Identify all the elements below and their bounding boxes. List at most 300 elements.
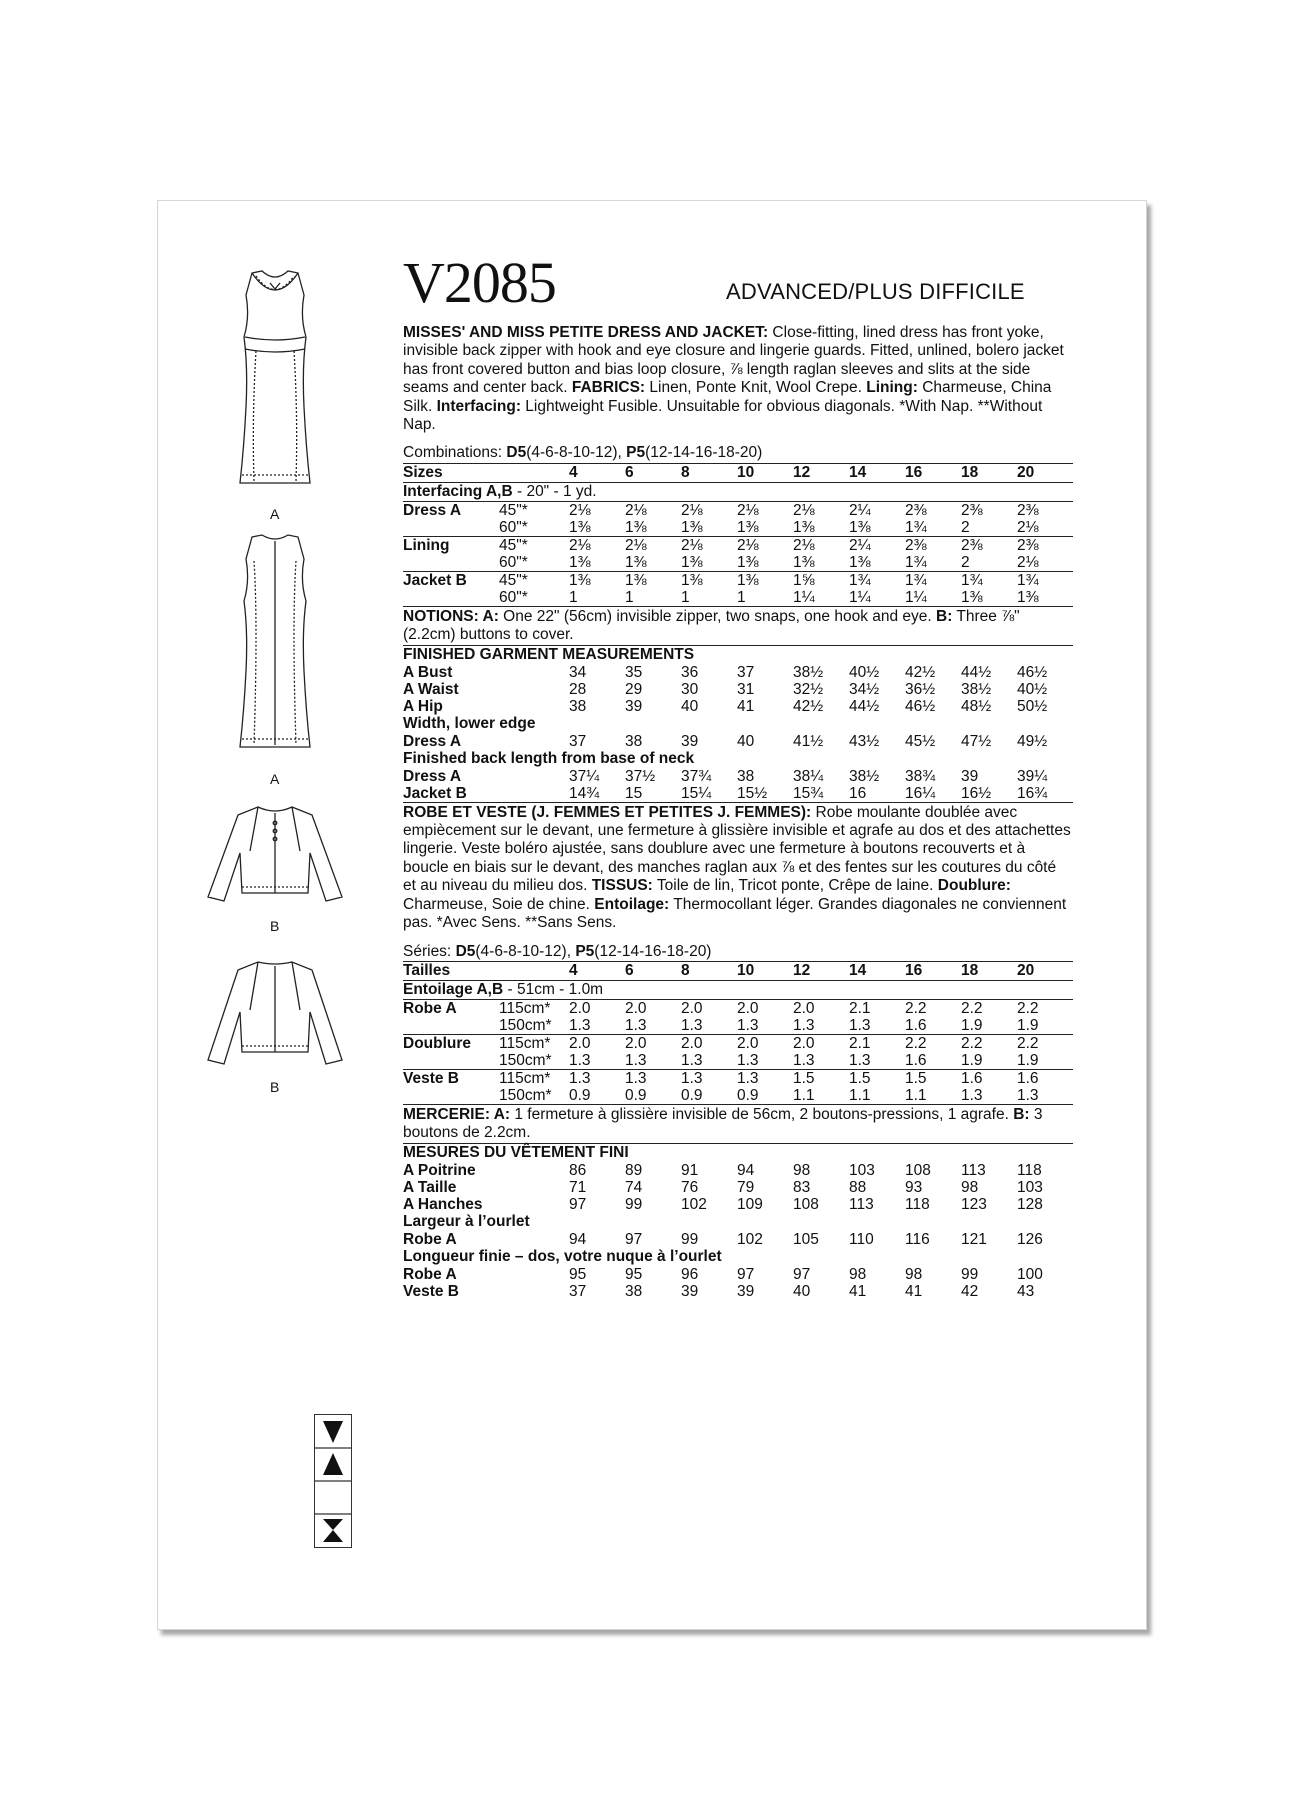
- table-cell: 1.3: [737, 1016, 759, 1034]
- table-row: [403, 536, 1073, 554]
- table-cell: 1: [569, 588, 578, 606]
- table-cell: 150cm*: [499, 1086, 552, 1104]
- table-cell: 103: [1017, 1178, 1043, 1196]
- table-cell: 2⅜: [961, 501, 1017, 519]
- table-cell: 45"*: [499, 501, 569, 519]
- table-cell: 2⅛: [1017, 518, 1039, 536]
- table-cell: 1.3: [961, 1086, 983, 1104]
- table-cell: 2⅛: [681, 501, 737, 519]
- table-cell: 1⅜: [793, 553, 815, 571]
- table-cell: 2⅜: [1017, 536, 1073, 554]
- mercerie: MERCERIE: A: 1 fermeture à glissière invisible de 56cm, 2 boutons-pressions, 1 agrafe. B: 3 boutons de 2.2cm.: [403, 1104, 1073, 1143]
- table-cell: [499, 1283, 569, 1300]
- table-cell: 1⅝: [793, 571, 849, 589]
- table-cell: 38½: [793, 663, 824, 681]
- table-cell: Dress A: [403, 501, 499, 519]
- table-cell: 1.3: [793, 1051, 815, 1069]
- table-cell: 0.9: [569, 1086, 591, 1104]
- table-cell: 116: [905, 1230, 930, 1248]
- table-cell: 1.6: [1017, 1069, 1073, 1087]
- table-cell: 2⅜: [1017, 501, 1073, 519]
- table-cell: 41: [905, 1282, 923, 1300]
- table-cell: 1¾: [905, 553, 927, 571]
- table-cell: 126: [1017, 1230, 1043, 1248]
- skill-level: ADVANCED/PLUS DIFFICILE: [726, 279, 1025, 304]
- table-cell: 50½: [1017, 697, 1048, 715]
- table-cell: 1¼: [849, 588, 871, 606]
- table-cell: 38: [737, 767, 755, 785]
- table-cell: 15: [625, 784, 643, 802]
- combinations: Combinations: D5(4-6-8-10-12), P5(12-14-16-18-20): [403, 444, 763, 462]
- table-cell: 150cm*: [499, 1051, 552, 1069]
- table-cell: Robe A: [403, 1230, 457, 1248]
- table-cell: 2¼: [849, 501, 905, 519]
- table-cell: 1.1: [849, 1086, 871, 1104]
- table-cell: 99: [625, 1195, 643, 1213]
- table-cell: 45"*: [499, 571, 569, 589]
- table-cell: [403, 1052, 499, 1070]
- table-cell: 2.2: [905, 999, 961, 1017]
- table-cell: 113: [849, 1195, 874, 1213]
- table-cell: 2: [961, 553, 970, 571]
- table-cell: Robe A: [403, 999, 499, 1017]
- table-cell: A Taille: [403, 1178, 457, 1196]
- table-cell: [403, 554, 499, 572]
- table-cell: [499, 768, 569, 785]
- table-row: [403, 1052, 1073, 1070]
- table-cell: [403, 750, 1073, 768]
- table-cell: 1⅜: [569, 571, 625, 589]
- table-cell: 37: [569, 1282, 587, 1300]
- triangle-symbols-icon: [315, 1415, 351, 1547]
- table-cell: 2.0: [569, 1034, 625, 1052]
- table-cell: 32½: [793, 680, 824, 698]
- table-cell: 14¾: [569, 784, 600, 802]
- table-cell: 1.9: [1017, 1051, 1039, 1069]
- table-cell: 39: [737, 1282, 755, 1300]
- table-cell: Lining: [403, 536, 499, 554]
- table-cell: [403, 1213, 1073, 1231]
- table-cell: [499, 1162, 569, 1179]
- table-cell: 43½: [849, 732, 880, 750]
- table-cell: 100: [1017, 1265, 1043, 1283]
- table-cell: 1.3: [737, 1069, 793, 1087]
- table-cell: 1.3: [849, 1051, 871, 1069]
- table-cell: 38: [569, 697, 587, 715]
- table-cell: 2.0: [681, 1034, 737, 1052]
- table-cell: 38¼: [793, 767, 824, 785]
- table-cell: 2.0: [737, 999, 793, 1017]
- table-cell: 118: [1017, 1161, 1042, 1179]
- jacket-front-sketch: [200, 801, 350, 906]
- notions: NOTIONS: A: One 22" (56cm) invisible zipper, two snaps, one hook and eye. B: Three ⅞" (2.2cm) buttons to cover.: [403, 606, 1073, 645]
- table-cell: 1.6: [905, 1016, 927, 1034]
- table-cell: A Waist: [403, 680, 459, 698]
- table-cell: 2⅛: [793, 536, 849, 554]
- table-cell: 1.3: [569, 1016, 591, 1034]
- table-cell: 1.6: [961, 1069, 1017, 1087]
- table-cell: 1¾: [849, 571, 905, 589]
- table-cell: 2⅜: [905, 501, 961, 519]
- table-cell: 46½: [1017, 663, 1048, 681]
- table-cell: 97: [569, 1195, 587, 1213]
- table-cell: 1⅜: [625, 518, 647, 536]
- table-cell: 1: [681, 588, 690, 606]
- table-cell: 1¾: [961, 571, 1017, 589]
- table-cell: 1.3: [681, 1016, 703, 1034]
- table-cell: 15¾: [793, 784, 824, 802]
- table-row: [403, 482, 1073, 501]
- table-cell: 60"*: [499, 553, 528, 571]
- table-cell: 45½: [905, 732, 936, 750]
- table-row: [403, 664, 1073, 681]
- view-caption: A: [270, 771, 280, 787]
- table-cell: 1.5: [905, 1069, 961, 1087]
- table-cell: 1⅜: [569, 518, 591, 536]
- table-cell: 41: [737, 697, 755, 715]
- table-cell: 115cm*: [499, 1069, 569, 1087]
- table-cell: 91: [681, 1161, 699, 1179]
- table-cell: 4: [569, 463, 625, 482]
- table-cell: 38: [625, 1282, 643, 1300]
- table-cell: 18: [961, 961, 1017, 980]
- table-cell: 42: [961, 1282, 979, 1300]
- table-cell: 1.3: [625, 1016, 647, 1034]
- table-cell: 1.3: [625, 1051, 647, 1069]
- jacket-back-sketch: [200, 956, 350, 1071]
- table-row: [403, 554, 1073, 572]
- table-cell: 2.0: [625, 1034, 681, 1052]
- table-cell: [499, 1266, 569, 1283]
- table-cell: 4: [569, 961, 625, 980]
- table-cell: 2⅛: [625, 536, 681, 554]
- table-cell: 30: [681, 680, 699, 698]
- table-cell: Veste B: [403, 1069, 499, 1087]
- table-cell: 71: [569, 1178, 587, 1196]
- table-cell: 34: [569, 663, 587, 681]
- table-row: [403, 681, 1073, 698]
- table-cell: 86: [569, 1161, 587, 1179]
- table-cell: 123: [961, 1195, 987, 1213]
- table-cell: 60"*: [499, 518, 528, 536]
- table-cell: 2⅛: [681, 536, 737, 554]
- table-cell: 94: [569, 1230, 587, 1248]
- table-cell: 41½: [793, 732, 824, 750]
- section-label: MESURES DU VÊTEMENT FINI: [403, 1143, 629, 1161]
- table-cell: 108: [905, 1161, 931, 1179]
- pattern-envelope-back: [157, 200, 1147, 1630]
- table-cell: [403, 1248, 1073, 1266]
- table-row: [403, 1266, 1073, 1283]
- table-cell: [499, 698, 569, 715]
- table-row: [403, 785, 1073, 802]
- table-cell: 110: [849, 1230, 874, 1248]
- table-cell: 1⅜: [961, 588, 983, 606]
- table-cell: 98: [793, 1161, 811, 1179]
- section-amount: - 20" - 1 yd.: [512, 482, 597, 500]
- table-cell: 42½: [793, 697, 824, 715]
- table-cell: 1.3: [625, 1069, 681, 1087]
- table-cell: 96: [681, 1265, 699, 1283]
- table-cell: 16¾: [1017, 784, 1048, 802]
- table-cell: 16¼: [905, 784, 936, 802]
- table-cell: 16: [905, 463, 961, 482]
- table-cell: [499, 1231, 569, 1248]
- table-cell: 97: [793, 1265, 811, 1283]
- table-cell: 10: [737, 961, 793, 980]
- section-label: Finished back length from base of neck: [403, 749, 695, 767]
- table-cell: 16½: [961, 784, 992, 802]
- table-cell: 43: [1017, 1282, 1035, 1300]
- table-row: [403, 463, 1073, 482]
- table-cell: 1: [737, 588, 746, 606]
- table-cell: 40½: [1017, 680, 1048, 698]
- table-cell: 103: [849, 1161, 875, 1179]
- table-cell: 2⅛: [793, 501, 849, 519]
- table-cell: 102: [681, 1195, 707, 1213]
- table-cell: 113: [961, 1161, 986, 1179]
- table-cell: 37½: [625, 767, 656, 785]
- pattern-info-column: [403, 324, 1073, 1300]
- table-cell: 10: [737, 463, 793, 482]
- view-caption: B: [270, 1079, 280, 1095]
- table-cell: [403, 1143, 1073, 1162]
- table-cell: 1.5: [849, 1069, 905, 1087]
- table-cell: 1¼: [793, 588, 815, 606]
- table-cell: 36½: [905, 680, 936, 698]
- table-cell: 1.3: [569, 1069, 625, 1087]
- table-cell: A Poitrine: [403, 1161, 476, 1179]
- dress-back-sketch: [220, 531, 330, 753]
- table-cell: 8: [681, 463, 737, 482]
- table-row: [403, 1034, 1073, 1052]
- table-cell: 16: [905, 961, 961, 980]
- table-cell: 1.3: [569, 1051, 591, 1069]
- table-cell: [403, 1087, 499, 1104]
- table-cell: 14: [849, 961, 905, 980]
- table-cell: 2.2: [905, 1034, 961, 1052]
- table-cell: 40: [737, 732, 755, 750]
- table-cell: 2⅛: [1017, 553, 1039, 571]
- table-cell: 1¾: [905, 518, 927, 536]
- table-row: [403, 980, 1073, 999]
- table-cell: 1¾: [905, 571, 961, 589]
- table-cell: 79: [737, 1178, 755, 1196]
- dress-front-sketch: [220, 267, 330, 489]
- table-cell: 1⅜: [681, 553, 703, 571]
- table-cell: 37: [737, 663, 755, 681]
- table-cell: 88: [849, 1178, 867, 1196]
- table-cell: 1⅜: [625, 553, 647, 571]
- table-cell: 2⅛: [569, 501, 625, 519]
- table-cell: 1.6: [905, 1051, 927, 1069]
- table-cell: 15¼: [681, 784, 712, 802]
- table-cell: 118: [905, 1195, 930, 1213]
- english-description: MISSES' AND MISS PETITE DRESS AND JACKET: Close-fitting, lined dress has front yoke, invisible back zipper with hook and eye closure and lingerie guards. Fitted, unlined, bolero jacket has front covered button and bias loop closure, ⅞ length raglan sleeves and slits at the side seams and center back. FABRICS: Linen, Ponte Knit, Wool Crepe. Lining: Charmeuse, China Silk. Interfacing: Lightweight Fusible. Unsuitable for obvious diagonals. *With Nap. **Without Nap.: [403, 324, 1064, 434]
- table-cell: 41: [849, 1282, 867, 1300]
- table-cell: Tailles: [403, 961, 499, 980]
- table-cell: 40½: [849, 663, 880, 681]
- table-cell: 74: [625, 1178, 643, 1196]
- table-row: [403, 1231, 1073, 1248]
- table-cell: 48½: [961, 697, 992, 715]
- table-cell: [499, 1179, 569, 1196]
- table-row: [403, 733, 1073, 750]
- table-cell: 1⅜: [849, 518, 871, 536]
- finished-measurements-french: [403, 1143, 1073, 1300]
- table-cell: 2.2: [961, 999, 1017, 1017]
- table-cell: 39: [625, 697, 643, 715]
- table-cell: 98: [849, 1265, 867, 1283]
- table-cell: 2¼: [849, 536, 905, 554]
- table-cell: 2.2: [1017, 999, 1073, 1017]
- table-cell: 2⅛: [737, 536, 793, 554]
- table-cell: 108: [793, 1195, 819, 1213]
- table-cell: 105: [793, 1230, 819, 1248]
- table-cell: 38½: [961, 680, 992, 698]
- table-cell: 115cm*: [499, 1034, 569, 1052]
- section-label: Interfacing A,B: [403, 482, 513, 500]
- table-cell: Veste B: [403, 1282, 460, 1300]
- table-cell: 94: [737, 1161, 755, 1179]
- french-description: ROBE ET VESTE (J. FEMMES ET PETITES J. FEMMES): Robe moulante doublée avec empiècement sur le devant, une fermeture à glissière invisible et agrafe au dos et des attachettes lingerie. Veste boléro ajustée, sans doublure avec une fermeture à boutons recouverts et à boucle en biais sur le devant, des manches raglan aux ⅞ et des fentes sur les coutures du côté et au niveau du milieu dos. TISSUS: Toile de lin, Tricot ponte, Crêpe de laine. Doublure: Charmeuse, Soie de chine. Entoilage: Thermocollant léger. Grandes diagonales ne conviennent pas. *Avec Sens. **Sans Sens.: [403, 802, 1073, 933]
- section-label: Width, lower edge: [403, 714, 536, 732]
- table-cell: 99: [681, 1230, 699, 1248]
- table-cell: 2.1: [849, 999, 905, 1017]
- table-cell: 1⅜: [737, 518, 759, 536]
- table-cell: 46½: [905, 697, 936, 715]
- table-cell: 2.0: [793, 999, 849, 1017]
- table-cell: 2⅜: [961, 536, 1017, 554]
- table-cell: 121: [961, 1230, 987, 1248]
- table-cell: 35: [625, 663, 643, 681]
- table-cell: 109: [737, 1195, 763, 1213]
- table-row: [403, 1283, 1073, 1300]
- table-cell: 97: [737, 1265, 755, 1283]
- table-cell: 150cm*: [499, 1016, 552, 1034]
- table-cell: 39¼: [1017, 767, 1048, 785]
- table-row: [403, 519, 1073, 537]
- table-cell: 0.9: [737, 1086, 759, 1104]
- pattern-symbols: [314, 1414, 352, 1548]
- table-cell: 29: [625, 680, 643, 698]
- section-label: Entoilage A,B: [403, 980, 504, 998]
- table-cell: 1.3: [681, 1051, 703, 1069]
- table-row: [403, 768, 1073, 785]
- table-cell: 37: [569, 732, 587, 750]
- table-cell: 2.1: [849, 1034, 905, 1052]
- table-cell: Sizes: [403, 463, 499, 482]
- table-cell: 28: [569, 680, 587, 698]
- table-cell: [403, 980, 1073, 999]
- table-cell: 44½: [849, 697, 880, 715]
- table-cell: Jacket B: [403, 571, 499, 589]
- table-cell: 1.1: [905, 1086, 927, 1104]
- table-cell: [499, 664, 569, 681]
- table-row: [403, 1162, 1073, 1179]
- table-cell: 1.1: [793, 1086, 815, 1104]
- table-cell: Doublure: [403, 1034, 499, 1052]
- table-cell: 38½: [849, 767, 880, 785]
- table-cell: 115cm*: [499, 999, 569, 1017]
- table-cell: 37¾: [681, 767, 712, 785]
- table-cell: [403, 715, 1073, 733]
- table-cell: [499, 681, 569, 698]
- table-cell: A Hanches: [403, 1195, 483, 1213]
- table-cell: Dress A: [403, 767, 462, 785]
- table-cell: 39: [961, 767, 979, 785]
- table-cell: 34½: [849, 680, 880, 698]
- table-cell: 15½: [737, 784, 768, 802]
- table-cell: 1.9: [961, 1051, 983, 1069]
- table-cell: 102: [737, 1230, 763, 1248]
- table-cell: 93: [905, 1178, 923, 1196]
- finished-measurements-english: [403, 645, 1073, 802]
- table-cell: Jacket B: [403, 784, 467, 802]
- table-cell: 0.9: [625, 1086, 647, 1104]
- table-cell: 36: [681, 663, 699, 681]
- table-row: [403, 1213, 1073, 1231]
- table-cell: 97: [625, 1230, 643, 1248]
- table-cell: [499, 785, 569, 802]
- table-cell: 128: [1017, 1195, 1043, 1213]
- pattern-number: V2085: [403, 250, 556, 315]
- section-label: Largeur à l’ourlet: [403, 1212, 530, 1230]
- section-label: Longueur finie – dos, votre nuque à l’ourlet: [403, 1247, 722, 1265]
- table-cell: [403, 589, 499, 606]
- table-cell: A Bust: [403, 663, 453, 681]
- table-cell: 99: [961, 1265, 979, 1283]
- table-cell: 39: [681, 732, 699, 750]
- table-cell: [499, 1196, 569, 1213]
- table-cell: 1¾: [1017, 571, 1073, 589]
- table-cell: 1¼: [905, 588, 927, 606]
- table-cell: 42½: [905, 663, 936, 681]
- table-cell: 40: [681, 697, 699, 715]
- table-cell: 1⅜: [681, 518, 703, 536]
- table-cell: 98: [961, 1178, 979, 1196]
- table-cell: 2⅜: [905, 536, 961, 554]
- table-cell: 20: [1017, 463, 1073, 482]
- table-cell: 2: [961, 518, 970, 536]
- table-cell: [499, 961, 569, 980]
- table-cell: 0.9: [681, 1086, 703, 1104]
- table-cell: 38¾: [905, 767, 936, 785]
- table-row: [403, 571, 1073, 589]
- table-cell: 2⅛: [569, 536, 625, 554]
- table-cell: 12: [793, 463, 849, 482]
- table-cell: 31: [737, 680, 755, 698]
- table-cell: 60"*: [499, 588, 528, 606]
- table-cell: 2.0: [737, 1034, 793, 1052]
- table-cell: 89: [625, 1161, 643, 1179]
- table-row: [403, 698, 1073, 715]
- table-cell: A Hip: [403, 697, 443, 715]
- table-cell: 8: [681, 961, 737, 980]
- section-amount: - 51cm - 1.0m: [503, 980, 604, 998]
- table-cell: 1.3: [849, 1016, 871, 1034]
- table-cell: 40: [793, 1282, 811, 1300]
- table-cell: 1⅜: [625, 571, 681, 589]
- table-row: [403, 589, 1073, 606]
- table-cell: 1⅜: [849, 553, 871, 571]
- table-cell: [403, 482, 1073, 501]
- table-cell: 95: [569, 1265, 587, 1283]
- table-cell: 1⅜: [793, 518, 815, 536]
- table-cell: 98: [905, 1265, 923, 1283]
- table-row: [403, 1069, 1073, 1087]
- table-cell: 12: [793, 961, 849, 980]
